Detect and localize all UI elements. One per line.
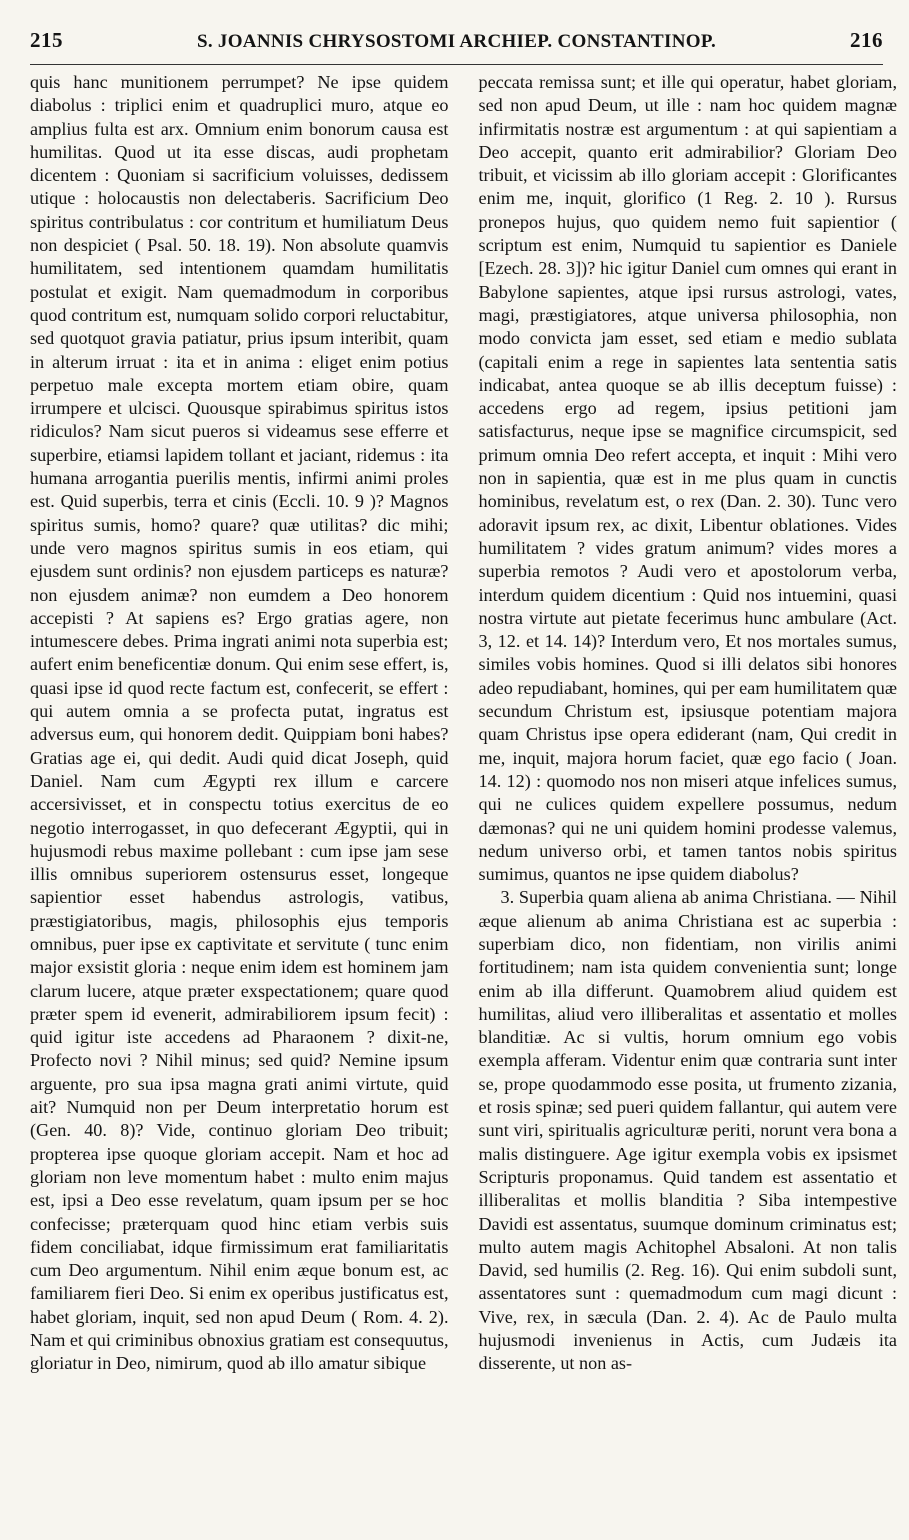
right-column (479, 71, 898, 1376)
right-page-number: 216 (850, 28, 883, 52)
left-column (30, 71, 449, 1376)
text-columns (30, 71, 897, 1376)
right-paragraph-2: 3. Superbia quam aliena ab anima Christiana. — Nihil æque alienum ab anima Christiana est ac superbia : superbiam dico, non fidentiam, non virilis animi fortitudinem; nam ista quidem convenientia sunt; longe enim ab illa differunt. Quamobrem aliud quidem est humilitas, aliud vero illiberalitas et assentatio et molles blanditiæ. Ac si vultis, horum omnium ego vobis exempla afferam. Videntur enim quæ contraria sunt inter se, prope quodammodo esse posita, ut frumento zizania, et rosis spinæ; sed pueri quidem fallantur, qui autem vere sunt viri, spiritualis agriculturæ periti, norunt vera bona a malis distinguere. Age igitur exempla vobis ex ipsismet Scripturis proponamus. Quid tandem est assentatio et illiberalitas et mollis blanditia ? Siba intempestive Davidi est assentatus, suumque dominum criminatus est; multo autem magis Achitophel Absaloni. At non talis David, sed humilis (2. Reg. 16). Qui enim subdoli sunt, assentatores sunt : quemadmodum cum magi dicunt : Vive, rex, in sæcula (Dan. 2. 4). Ac de Paulo multa hujusmodi invenienus in Actis, cum Judæis ita disserente, ut non as- (478, 887, 897, 1374)
left-page-number: 215 (30, 28, 63, 52)
running-header (30, 28, 883, 65)
right-paragraph-1: peccata remissa sunt; et ille qui operatur, habet gloriam, sed non apud Deum, ut ille : nam hoc quidem magnæ infirmitatis nostræ est argumentum : at qui sapientiam a Deo accepit, quanto erit admirabilior? Gloriam Deo tribuit, et vicissim ab illo gloriam accepit : Glorificantes enim me, inquit, glorifico (1 Reg. 2. 10 ). Rursus pronepos hujus, quo quidem nemo fuit sapientior ( scriptum est enim, Numquid tu sapientior es Daniele [Ezech. 28. 3])? hic igitur Daniel cum omnes qui erant in Babylone sapientes, atque ipsi rursus astrologi, vates, magi, præstigiatores, atque universa philosophia, non modo convicta jam esset, sed etiam e medio sublata (capitali enim a rege in sapientes lata sententia satis indicabat, antea quoque se ab illis deceptum fuisse) : accedens ergo ad regem, ipsius petitioni jam satisfacturus, neque ipse se magnifice circumspicit, sed primum omnia Deo refert accepta, et inquit : Mihi vero non in sapientia, quæ est in me plus quam in cunctis hominibus, revelatum est, o rex (Dan. 2. 30). Tunc vero adoravit ipsum rex, ac dixit, Libentur oblationes. Vides humilitatem ? vides gratum animum? vides mores a superbia remotos ? Audi vero et apostolorum verba, interdum quidem dicentium : Quid nos intuemini, quasi nostra virtute aut pietate fecerimus hunc ambulare (Act. 3, 12. et 14. 14)? Interdum vero, Et nos mortales sumus, similes vobis homines. Quod si illi delatos sibi honores adeo repudiabant, homines, qui per eam humilitatem quæ secundum Christum est, ipsiusque potentiam majora quam Christus ipse opera ediderant (nam, Qui credit in me, inquit, majora horum faciet, quæ ego facio ( Joan. 14. 12) : quomodo nos non miseri atque infelices sumus, qui ne culices quidem expellere possumus, nedum dæmonas? qui ne uni quidem homini prodesse valemus, nedum universo orbi, et tamen tantos nobis spiritus sumimus, quantos ne ipse quidem diabolus? (478, 72, 897, 885)
running-title: S. JOANNIS CHRYSOSTOMI ARCHIEP. CONSTANTINOP. (196, 31, 717, 52)
left-paragraph-1: quis hanc munitionem perrumpet? Ne ipse quidem diabolus : triplici enim et quadruplici muro, atque eo amplius fulta est arx. Omnium enim bonorum causa est humilitas. Quod ut ita esse discas, audi prophetam dicentem : Quoniam si sacrificium voluisses, dedissem utique : holocaustis non delectaberis. Sacrificium Deo spiritus contribulatus : cor contritum et humiliatum Deus non despiciet ( Psal. 50. 18. 19). Non absolute quamvis humilitatem, sed intentionem quamdam humilitatis postulat et exigit. Nam quemadmodum in corporibus quod contritum est, numquam solido corpori reluctabitur, sed quotquot gravia patiatur, prius ipsum interibit, quam in alterum irruat : ita et in anima : eliget enim potius perpetuo male excepta mortem etiam obire, quam irrumpere et ulcisci. Quousque spirabimus spiritus istos ridiculos? Nam sicut pueros si videamus sese efferre et superbire, etiamsi lapidem tollant et jaciant, ridemus : ita humana arrogantia puerilis mentis, infirmi animi proles est. Quid superbis, terra et cinis (Eccli. 10. 9 )? Magnos spiritus sumis, homo? quare? quæ utilitas? dic mihi; unde vero magnos spiritus sumis in eos etiam, qui ejusdem sunt ordinis? non ejusdem particeps es naturæ? non ejusdem animæ? non eumdem a Deo honorem accepisti ? At sapiens es? Ergo gratias agere, non intumescere debes. Prima ingrati animi nota superbia est; aufert enim beneficentiæ donum. Qui enim sese effert, is, quasi ipse id quod recte factum est, confecerit, se effert : qui autem omnia a se profecta putat, ingratus est adversus eum, qui honorem dedit. Quippiam boni habes? Gratias age ei, qui dedit. Audi quid dicat Joseph, quid Daniel. Nam cum Ægypti rex illum e carcere accersivisset, et in conspectu totius exercitus de eo negotio interrogasset, in quo defecerant Ægyptii, qui in hujusmodi rebus maxime pollebant : cum ipse jam sese illis omnibus superiorem ostensurus esset, longeque sapientior esset habendus astrologis, vatibus, præstigiatoribus, magis, philosophis ejus temporis omnibus, puer ipse ex captivitate et servitute ( tunc enim major exsistit gloria : neque enim idem est hominem jam clarum lucere, atque præter exspectationem; quare quod præter spem id evenerit, admirabiliorem ipsum fecit) : quid igitur iste accedens ad Pharaonem ? dixit-ne, Profecto novi ? Nihil minus; sed quid? Nemine ipsum arguente, pro sua ipsa magna grati animi virtute, quid ait? Numquid non per Deum interpretatio horum est (Gen. 40. 8)? Vide, continuo gloriam Deo tribuit; propterea ipse quoque gloriam accepit. Nam et hoc ad gloriam non leve momentum habet : multo enim majus est, ipsi a Deo esse revelatum, quam ipsum per se hoc confecisse; præterquam quod hinc etiam verbis suis fidem conciliabat, idque firmissimum erat familiaritatis cum Deo argumentum. Nihil enim æque bonum est, ac familiarem fieri Deo. Si enim ex operibus justificatus est, habet gloriam, inquit, sed non apud Deum ( Rom. 4. 2). Nam et qui criminibus obnoxius gratiam est consequutus, gloriatur in Deo, nimirum, quod ab illo amatur sibique (30, 72, 449, 1374)
